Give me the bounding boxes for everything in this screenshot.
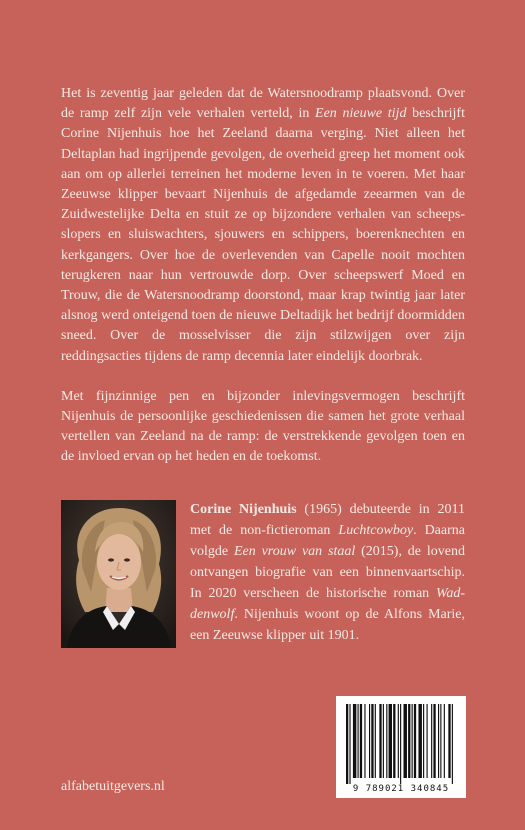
author-photo: [61, 500, 176, 648]
book-title: Waddenwolf: [190, 586, 465, 622]
barcode-bar: [404, 704, 407, 778]
barcode-bar: [360, 704, 362, 778]
book-title: Een vrouw van staal: [233, 544, 356, 559]
bio-text: (2015), de lovend ontvangen biografie van een binnenvaartschip. In 2020 verscheen de historische roman: [190, 544, 465, 601]
barcode-bar: [371, 704, 373, 778]
author-bio: [190, 499, 465, 646]
barcode-bar: [389, 704, 392, 778]
blurb-paragraph-1: [61, 84, 465, 367]
barcode-bar: [452, 704, 453, 784]
barcode-bar: [423, 704, 424, 778]
barcode-bar: [412, 704, 413, 778]
bio-text: . Nijenhuis woont op de Alfons Marie, een Zeeuwse klipper uit 1901.: [190, 607, 465, 643]
blurb-text: beschrijft Corine Nijenhuis hoe het Zeeland daarna verging. Niet alleen het Deltaplan had ingrijpende gevolgen, de overheid greep het moment ook aan om op allerlei terreinen het moderne leven in te voeren. Met haar Zeeuwse klipper bevaart Nijenhuis de afgedamde zeearmen van de Zuidwestelijke Delta en stuit ze op bijzondere verhalen van scheepsslopers en sluiswachters, sjouwers en schippers, boerenknechten en kerkgangers. Over hoe de overlevenden van Capelle nooit mochten terugkeren naar hun vertrouwde dorp. Over scheepswerf Moed en Trouw, die de Watersnoodramp doorstond, maar krap twintig jaar later alsnog werd onteigend toen de nieuwe Deltadijk het bedrijf doormidden sneed. Over de mosselvisser die zijn stilzwijgen over zijn reddingsacties tijdens de ramp decennia later eindelijk doorbrak.: [61, 106, 465, 364]
barcode-bar: [414, 704, 416, 778]
publisher-website[interactable]: alfabetuitgevers.nl: [61, 779, 165, 794]
barcode-bar: [383, 704, 384, 778]
barcode-bar: [408, 704, 410, 778]
barcode-bar: [398, 704, 399, 778]
isbn-barcode: [336, 696, 466, 798]
barcode-bar: [375, 704, 376, 778]
author-portrait-icon: [61, 500, 176, 648]
barcode-bar: [440, 704, 441, 778]
blurb-text: Het is zeventig jaar geleden dat de Watersnoodramp plaatsvond. Over de ramp zelf zijn vele verhalen verteld, in: [61, 86, 465, 122]
barcode-bar: [427, 704, 428, 778]
bio-text: . Daarna volgde: [190, 523, 465, 559]
barcode-bar: [418, 704, 421, 778]
book-title: Luchtcowboy: [338, 523, 414, 538]
barcode-bar: [358, 704, 359, 778]
barcode-bar: [438, 704, 439, 778]
barcode-bar: [433, 704, 435, 778]
blurb-paragraph-2: Met fijnzinnige pen en bijzonder inlevingsvermogen beschrijft Nijenhuis de persoonlijke geschiedenissen die samen het grote verhaal vertellen van Zeeland na de ramp: de verstrekkende gevolgen toen en de invloed ervan op het heden en de toekomst.: [61, 388, 465, 465]
barcode-bar: [386, 704, 387, 778]
barcode-bar: [349, 704, 350, 784]
barcode-bar: [444, 704, 445, 778]
bio-text: (1965) debuteerde in 2011 met de non-fictieroman: [190, 502, 465, 538]
barcode-bar: [431, 704, 432, 778]
barcode-bar: [448, 704, 450, 778]
barcode-bar: [364, 704, 365, 778]
barcode-icon: [336, 696, 466, 798]
back-cover-blurb: [61, 84, 465, 468]
barcode-bar: [353, 704, 356, 778]
barcode-bar: [346, 704, 348, 784]
barcode-bar: [393, 704, 395, 778]
barcode-bar: [369, 704, 370, 778]
isbn-digits: 9 789021 340845: [352, 784, 450, 794]
author-name: Corine Nijenhuis: [190, 502, 297, 517]
book-title: Een nieuwe tijd: [315, 106, 407, 122]
barcode-bar: [400, 704, 401, 784]
barcode-bar: [379, 704, 381, 778]
